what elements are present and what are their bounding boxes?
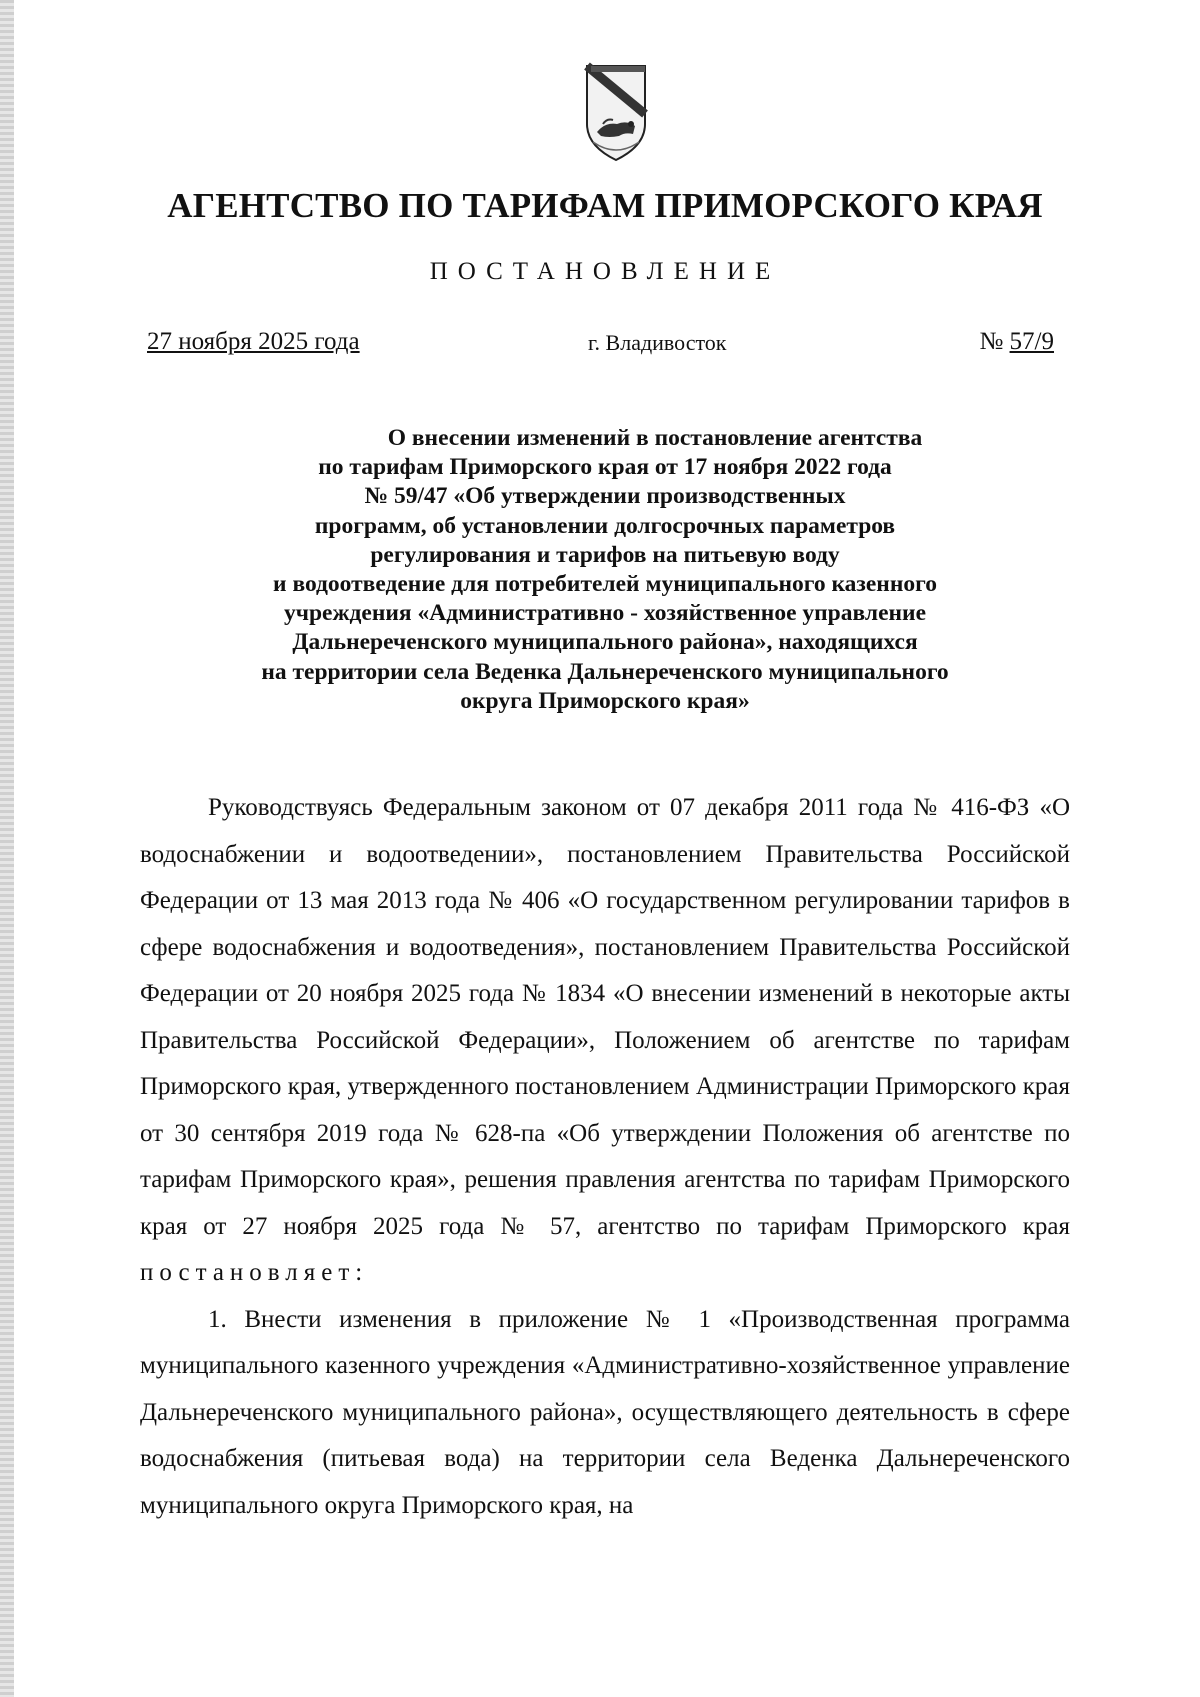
number-sign: №: [979, 328, 1004, 355]
title-line: и водоотведение для потребителей муниципального казенного: [273, 571, 937, 598]
title-line: округа Приморского края»: [460, 687, 750, 714]
title-line: на территории села Веденка Дальнереченского муниципального: [261, 658, 949, 685]
document-type: ПОСТАНОВЛЕНИЕ: [429, 258, 781, 285]
document-meta: [140, 328, 1070, 364]
preamble-paragraph: [140, 785, 1070, 1297]
title-line: учреждения «Административно - хозяйственное управление: [283, 600, 927, 627]
title-line: Дальнереченского муниципального района», находящихся: [292, 629, 918, 656]
title-line: программ, об установлении долгосрочных параметров: [314, 512, 896, 539]
title-line: регулирования и тарифов на питьевую воду: [370, 541, 840, 568]
preamble-text: Руководствуясь Федеральным законом от 07 декабря 2011 года № 416-ФЗ «О водоснабжении и водоотведении», постановлением Правительства Российской Федерации от 13 мая 2013 года № 406 «О государственном регулировании тарифов в сфере водоснабжения и водоотведения», постановлением Правительства Российской Федерации от 20 ноября 2025 года № 1834 «О внесении изменений в некоторые акты Правительства Российской Федерации», Положением об агентстве по тарифам Приморского края, утвержденного постановлением Администрации Приморского края от 30 сентября 2019 года № 628-па «Об утверждении Положения об агентстве по тарифам Приморского края», решения правления агентства по тарифам Приморского края от 27 ноября 2025 года № 57, агентство по тарифам Приморского края: [140, 794, 1070, 1240]
document-city: г. Владивосток: [588, 330, 727, 355]
document-page: [140, 0, 1070, 1697]
document-date: 27 ноября 2025 года: [147, 328, 360, 355]
agency-name: АГЕНТСТВО ПО ТАРИФАМ ПРИМОРСКОГО КРАЯ: [167, 186, 1043, 225]
number-value: 57/9: [1009, 328, 1054, 355]
coat-of-arms-icon: [583, 62, 649, 166]
title-line: О внесении изменений в постановление агентства: [387, 425, 923, 451]
title-line: № 59/47 «Об утверждении производственных: [364, 483, 846, 510]
scan-edge: [0, 0, 14, 1697]
title-line: по тарифам Приморского края от 17 ноября 2022 года: [318, 454, 892, 481]
item-1-paragraph: 1. Внести изменения в приложение № 1 «Производственная программа муниципального казенного учреждения «Административно-хозяйственное управление Дальнереченского муниципального района», осуществляющего деятельность в сфере водоснабжения (питьевая вода) на территории села Веденка Дальнереченского муниципального округа Приморского края, на: [140, 1305, 1070, 1519]
decree-word: постановляет:: [140, 1259, 369, 1286]
document-title: [140, 424, 1070, 716]
document-number: [979, 328, 1054, 356]
document-body: [140, 785, 1070, 1529]
